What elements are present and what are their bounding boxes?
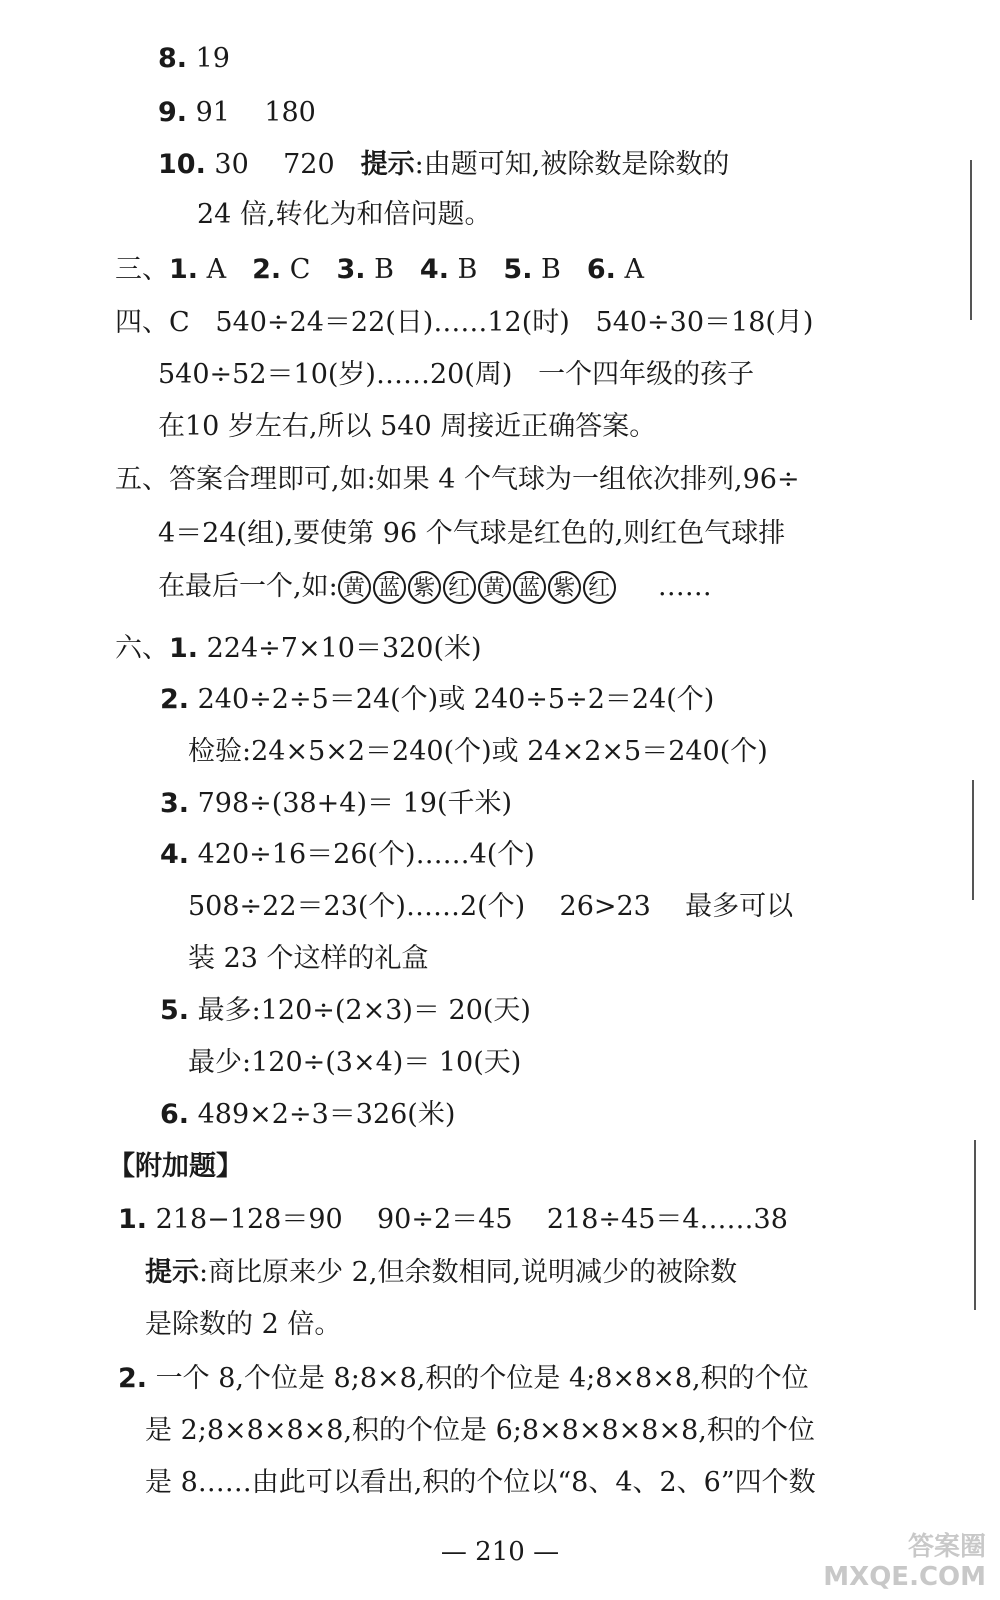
section-5: 五、答案合理即可,如:如果 4 个气球为一组依次排列,96÷ bbox=[115, 464, 800, 495]
section-6-3: 3. 798÷(38+4)＝ 19(千米) bbox=[160, 788, 513, 819]
section-6-5: 5. 最多:120÷(2×3)＝ 20(天) bbox=[160, 995, 531, 1026]
answer-10: 10. 30 720 提示:由题可知,被除数是除数的 bbox=[158, 149, 730, 180]
answer-8: 8. 19 bbox=[158, 43, 230, 74]
section-4-line2: 540÷52＝10(岁)……20(周) 一个四年级的孩子 bbox=[158, 359, 755, 390]
balloon-blue: 蓝 bbox=[373, 571, 406, 604]
page-edge-line bbox=[974, 1140, 976, 1310]
answer-10-cont: 24 倍,转化为和倍问题。 bbox=[197, 199, 492, 230]
page-edge-line bbox=[972, 780, 974, 900]
bonus-2-line2: 是 2;8×8×8×8,积的个位是 6;8×8×8×8×8,积的个位 bbox=[145, 1415, 815, 1446]
balloon-purple: 紫 bbox=[408, 571, 441, 604]
section-6-4: 4. 420÷16＝26(个)……4(个) bbox=[160, 839, 535, 870]
page-number: — 210 — bbox=[440, 1537, 560, 1567]
section-6-4-line3: 装 23 个这样的礼盒 bbox=[188, 943, 429, 974]
bonus-1-hint-line2: 是除数的 2 倍。 bbox=[145, 1309, 342, 1340]
section-5-line2: 4＝24(组),要使第 96 个气球是红色的,则红色气球排 bbox=[158, 518, 786, 549]
section-6-5-line2: 最少:120÷(3×4)＝ 10(天) bbox=[188, 1047, 522, 1078]
bonus-title: 【附加题】 bbox=[108, 1151, 243, 1182]
section-4-line3: 在10 岁左右,所以 540 周接近正确答案。 bbox=[158, 411, 657, 442]
bonus-1-hint: 提示:商比原来少 2,但余数相同,说明减少的被除数 bbox=[145, 1257, 738, 1288]
section-3: 三、1. A 2. C 3. B 4. B 5. B 6. A bbox=[115, 254, 645, 285]
bonus-2-line3: 是 8……由此可以看出,积的个位以“8、4、2、6”四个数 bbox=[145, 1467, 816, 1498]
section-5-line3: 在最后一个,如: 黄 蓝 紫 红 黄 蓝 紫 红 …… bbox=[158, 571, 712, 602]
watermark-logo: 答案圈 MXQE.COM bbox=[823, 1532, 986, 1592]
section-6-6: 6. 489×2÷3＝326(米) bbox=[160, 1099, 456, 1130]
section-6-2-check: 检验:24×5×2＝240(个)或 24×2×5＝240(个) bbox=[188, 736, 768, 767]
balloon-blue: 蓝 bbox=[513, 571, 546, 604]
bonus-1: 1. 218−128＝90 90÷2＝45 218÷45＝4……38 bbox=[118, 1204, 788, 1235]
section-6-2: 2. 240÷2÷5＝24(个)或 240÷5÷2＝24(个) bbox=[160, 684, 715, 715]
balloon-yellow: 黄 bbox=[478, 571, 511, 604]
balloon-yellow: 黄 bbox=[338, 571, 371, 604]
balloon-red: 红 bbox=[583, 571, 616, 604]
section-6-4-line2: 508÷22＝23(个)……2(个) 26>23 最多可以 bbox=[188, 891, 794, 922]
page-edge-line bbox=[970, 160, 972, 320]
answer-9: 9. 91 180 bbox=[158, 97, 316, 128]
balloon-red: 红 bbox=[443, 571, 476, 604]
section-4: 四、C 540÷24＝22(日)……12(时) 540÷30＝18(月) bbox=[115, 307, 814, 338]
balloon-purple: 紫 bbox=[548, 571, 581, 604]
bonus-2: 2. 一个 8,个位是 8;8×8,积的个位是 4;8×8×8,积的个位 bbox=[118, 1363, 809, 1394]
section-6-1: 六、1. 224÷7×10＝320(米) bbox=[115, 633, 482, 664]
